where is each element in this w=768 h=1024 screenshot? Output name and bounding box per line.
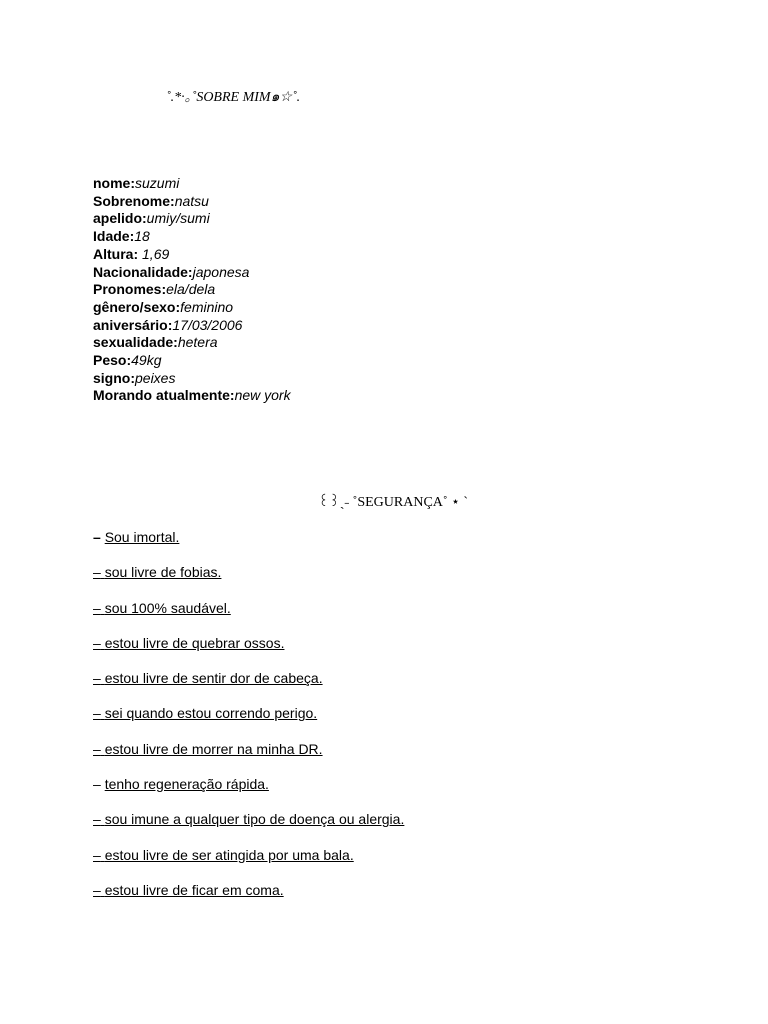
profile-label: gênero/sexo: [93,298,181,315]
list-item [93,776,404,811]
profile-value: suzumi [135,175,180,191]
list-item-text: estou livre de quebrar ossos. [104,634,285,651]
profile-row-sexuality [93,334,291,352]
list-item-text: sou imune a qualquer tipo de doença ou alergia. [104,811,405,828]
list-item [93,882,404,917]
profile-label: Nacionalidade: [93,263,193,280]
profile-value: natsu [174,192,209,209]
profile-value: 1,69 [138,245,170,262]
profile-label: Peso: [93,352,132,369]
security-list [93,529,404,917]
profile-value: new york [234,387,291,404]
profile-row-nationality [93,264,291,282]
list-item [93,564,404,599]
profile-row-sign [93,370,291,388]
profile-row-residence [93,387,291,405]
list-dash: – [93,564,101,581]
list-item [93,670,404,705]
profile-value: ela/dela [166,281,216,298]
profile-value: peixes [135,369,176,386]
list-item [93,705,404,740]
list-dash: – [93,811,101,828]
profile-row-nickname [93,210,291,228]
list-item-text: Sou imortal. [104,529,180,545]
list-dash: – [93,599,101,616]
profile-label: apelido: [93,210,147,227]
list-item-text: estou livre de morrer na minha DR. [104,740,323,757]
profile-row-age [93,228,291,246]
list-item [93,741,404,776]
profile-row-surname [93,193,291,211]
profile-label: aniversário: [93,316,173,333]
profile-value: feminino [180,298,234,315]
profile-label: signo: [93,369,135,386]
list-dash: – [93,670,101,687]
list-dash: – [93,634,101,651]
list-item [93,600,404,635]
profile-label: sexualidade: [93,334,178,351]
profile-value: 18 [134,228,150,245]
list-item-text: estou livre de sentir dor de cabeça. [104,670,323,687]
list-item [93,811,404,846]
list-dash: – [93,740,101,757]
profile-row-weight [93,352,291,370]
list-item-text: tenho regeneração rápida. [104,776,269,793]
list-dash: – [93,846,101,863]
list-dash: – [93,881,101,898]
list-item [93,635,404,670]
profile-row-name [93,175,291,193]
profile-label: Idade: [93,228,135,245]
profile-label: Pronomes: [93,281,167,298]
about-me-heading: ˚.*·｡˚SOBRE MIM๑☆˚. [166,90,301,105]
profile-value: 17/03/2006 [172,316,243,333]
list-item-text: sou 100% saudável. [104,599,231,616]
profile-row-birthday [93,317,291,335]
profile-row-gender [93,299,291,317]
profile-label: Altura: [93,245,139,262]
profile-label: nome: [93,175,135,191]
profile-section [93,175,291,405]
list-item-text: estou livre de ficar em coma. [104,881,284,898]
list-item-text: sou livre de fobias. [104,564,222,581]
profile-value: hetera [177,334,218,351]
profile-row-height [93,246,291,264]
profile-label: Morando atualmente: [93,387,235,404]
profile-value: 49kg [131,352,162,369]
list-dash: – [93,705,101,722]
list-dash: – [93,529,101,545]
security-heading: ꒰꒱ˎ˗ ˚SEGURANÇA˚ ⋆ ˋ [317,495,468,510]
list-dash: – [93,776,101,793]
profile-value: japonesa [192,263,250,280]
profile-row-pronouns [93,281,291,299]
profile-label: Sobrenome: [93,192,175,209]
profile-value: umiy/sumi [146,210,210,227]
list-item [93,847,404,882]
list-item [93,529,404,564]
list-item-text: estou livre de ser atingida por uma bala. [104,846,354,863]
list-item-text: sei quando estou correndo perigo. [104,705,318,722]
